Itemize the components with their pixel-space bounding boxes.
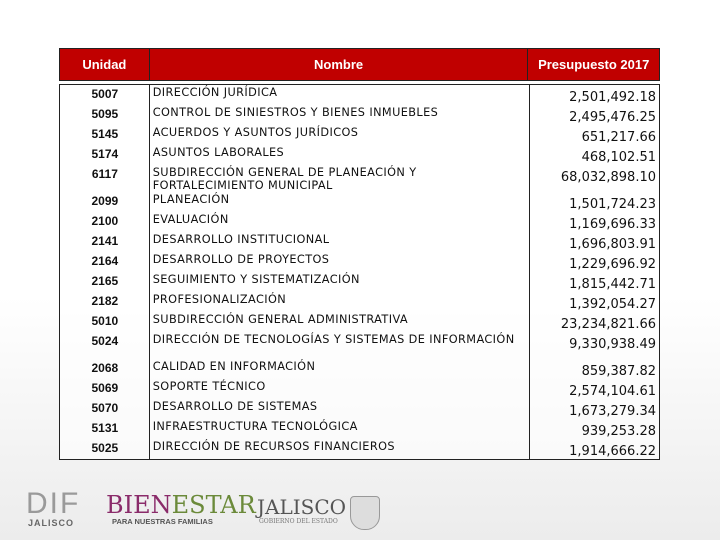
bienestar-text-b: ESTAR [171, 491, 256, 519]
unit-name: ASUNTOS LABORALES [152, 146, 285, 159]
unit-code: 2182 [91, 294, 119, 308]
table-body [59, 84, 660, 460]
unit-name: SUBDIRECCIÓN GENERAL DE PLANEACIÓN Y FORTALECIMIENTO MUNICIPAL [152, 166, 417, 192]
budget-amount: 1,914,666.22 [569, 444, 656, 459]
jalisco-seal-icon [350, 496, 380, 530]
unit-code: 5069 [91, 381, 119, 395]
budget-amount: 939,253.28 [581, 424, 656, 439]
budget-amount: 2,501,492.18 [569, 90, 656, 105]
unit-name: DIRECCIÓN DE TECNOLOGÍAS Y SISTEMAS DE INFORMACIÓN [152, 333, 515, 346]
unit-name: CONTROL DE SINIESTROS Y BIENES INMUEBLES [152, 106, 439, 119]
unit-name: SOPORTE TÉCNICO [152, 380, 266, 393]
unit-name: DESARROLLO DE SISTEMAS [152, 400, 318, 413]
unit-code: 2068 [91, 361, 119, 375]
budget-amount: 468,102.51 [581, 150, 656, 165]
unit-code: 2164 [91, 254, 119, 268]
unit-name: SUBDIRECCIÓN GENERAL ADMINISTRATIVA [152, 313, 409, 326]
budget-amount: 1,229,696.92 [569, 257, 656, 272]
bienestar-logo [106, 492, 256, 518]
unit-name: PLANEACIÓN [152, 193, 230, 206]
unit-name: INFRAESTRUCTURA TECNOLÓGICA [152, 420, 358, 433]
budget-amount: 1,815,442.71 [569, 277, 656, 292]
unit-code: 2141 [91, 234, 119, 248]
unit-name: SEGUIMIENTO Y SISTEMATIZACIÓN [152, 273, 360, 286]
unit-name: DESARROLLO DE PROYECTOS [152, 253, 330, 266]
jalisco-logo-sub: GOBIERNO DEL ESTADO [259, 518, 338, 525]
budget-amount: 68,032,898.10 [560, 170, 656, 185]
budget-amount: 2,495,476.25 [569, 110, 656, 125]
unit-code: 6117 [91, 167, 118, 181]
unit-name: ACUERDOS Y ASUNTOS JURÍDICOS [152, 126, 359, 139]
unit-code: 5024 [91, 334, 119, 348]
budget-amount: 1,673,279.34 [569, 404, 656, 419]
budget-amount: 1,696,803.91 [569, 237, 656, 252]
column-divider [529, 85, 530, 459]
unit-name: PROFESIONALIZACIÓN [152, 293, 287, 306]
unit-code: 5131 [91, 421, 119, 435]
dif-logo-sub: JALISCO [28, 518, 75, 528]
unit-code: 5025 [91, 441, 119, 455]
column-divider [149, 85, 150, 459]
unit-name: CALIDAD EN INFORMACIÓN [152, 360, 316, 373]
unit-name: EVALUACIÓN [152, 213, 229, 226]
unit-name: DIRECCIÓN JURÍDICA [152, 86, 278, 99]
unit-name: DIRECCIÓN DE RECURSOS FINANCIEROS [152, 440, 395, 453]
bienestar-text-a: BIEN [106, 491, 172, 519]
bienestar-logo-sub: PARA NUESTRAS FAMILIAS [112, 517, 213, 526]
unit-code: 5007 [91, 87, 119, 101]
budget-amount: 859,387.82 [581, 364, 656, 379]
table-header [59, 48, 660, 81]
unit-code: 5174 [91, 147, 119, 161]
budget-amount: 651,217.66 [581, 130, 656, 145]
unit-code: 5010 [91, 314, 119, 328]
header-presupuesto: Presupuesto 2017 [538, 57, 650, 72]
budget-amount: 1,169,696.33 [569, 217, 656, 232]
unit-code: 2099 [91, 194, 119, 208]
header-nombre: Nombre [150, 49, 529, 80]
budget-amount: 9,330,938.49 [569, 337, 656, 352]
jalisco-logo: JALISCO [257, 495, 347, 519]
unit-code: 2100 [91, 214, 119, 228]
budget-table [59, 48, 660, 460]
budget-amount: 23,234,821.66 [560, 317, 656, 332]
footer-logos [0, 484, 720, 540]
unit-code: 5095 [91, 107, 119, 121]
unit-name: DESARROLLO INSTITUCIONAL [152, 233, 330, 246]
header-unidad: Unidad [60, 49, 150, 80]
unit-code: 5145 [91, 127, 119, 141]
dif-logo: DIF [26, 487, 81, 520]
budget-amount: 2,574,104.61 [569, 384, 656, 399]
budget-amount: 1,392,054.27 [569, 297, 656, 312]
unit-code: 5070 [91, 401, 119, 415]
unit-code: 2165 [91, 274, 119, 288]
budget-amount: 1,501,724.23 [569, 197, 656, 212]
